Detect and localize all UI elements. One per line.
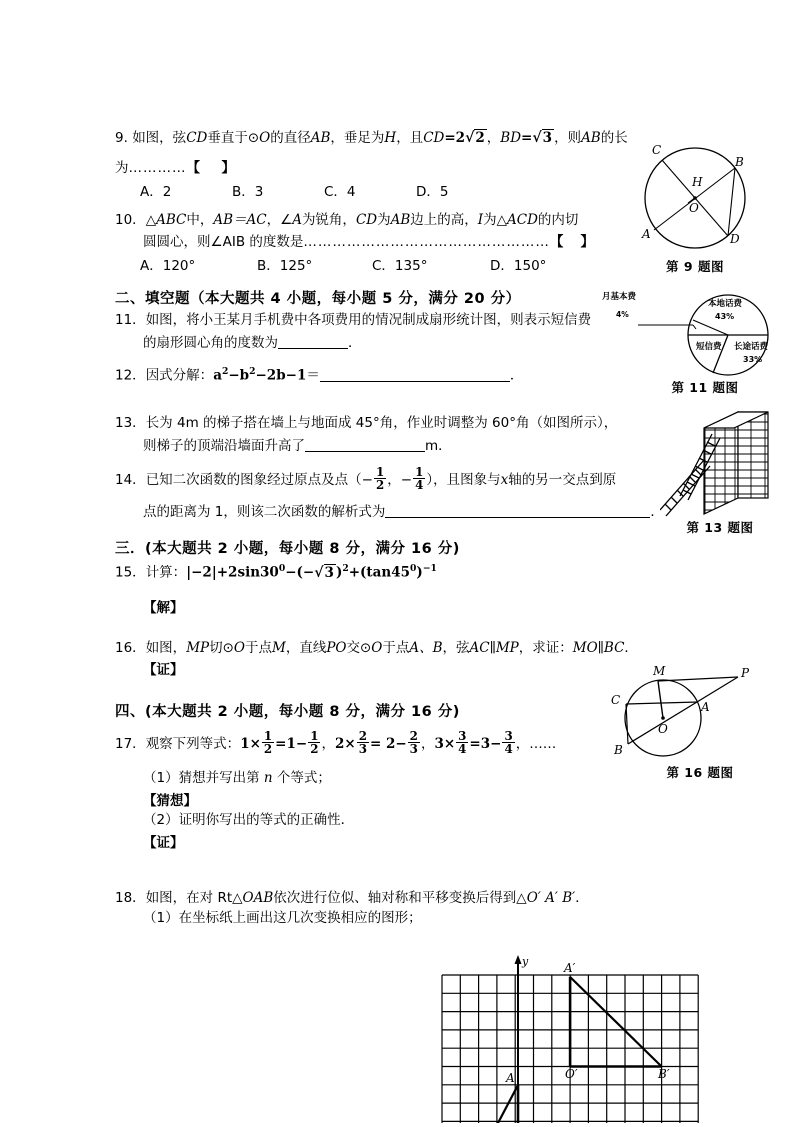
question-14-line2 xyxy=(143,502,664,523)
q16-text-e: 交⊙ xyxy=(346,640,372,656)
fig18-label-O-prime: O′ xyxy=(565,1067,578,1081)
q12-expr-b: b xyxy=(239,367,250,384)
q9-dots: ………… xyxy=(128,160,187,176)
fig18-label-y: y xyxy=(522,955,529,968)
q12-number: 12． xyxy=(115,367,146,384)
q12-expr-b-sup: 2 xyxy=(249,366,256,377)
q16-text-i: ． xyxy=(624,640,638,656)
q18-line1-b: 依次进行位似、轴对称和平移变换后得到△ xyxy=(273,890,527,906)
q10-dots: …………………………………………… xyxy=(303,234,550,250)
figure-18-grid-drawing xyxy=(440,955,700,1123)
figure-11 xyxy=(600,285,792,385)
question-14 xyxy=(115,466,616,492)
q11-line1: 如图，将小王某月手机费中各项费用的情况制成扇形统计图，则表示短信费 xyxy=(145,312,592,328)
q10-ab-eq-ac: AB＝AC xyxy=(213,212,267,228)
q16-po: PO xyxy=(326,640,347,656)
q13-line2-a: 则梯子的顶端沿墙面升高了 xyxy=(143,438,305,454)
q12-eq: ＝ xyxy=(306,367,320,384)
q9-text-f: ，则 xyxy=(554,130,582,146)
q18-line1-c: ． xyxy=(575,890,589,906)
figure-13-caption: 第 13 题图 xyxy=(686,520,754,535)
q9-text-c: 的直径 xyxy=(270,130,311,146)
q11-number: 11． xyxy=(115,312,146,328)
q9-cd: CD xyxy=(186,130,208,146)
q9-text-e: ，且 xyxy=(396,130,424,146)
q9-sqrt-2: √2 xyxy=(465,130,485,146)
q15-abs-open: | xyxy=(186,564,192,581)
q17-eq2-b: = 2− xyxy=(369,736,407,753)
q10-choice-b[interactable]: B．125° xyxy=(257,258,313,274)
q15-answer-marker: 【解】 xyxy=(143,600,184,616)
q15-deg45: 45 xyxy=(391,564,411,581)
q12-minus-2: − xyxy=(255,367,267,384)
q17-marker-1: 【猜想】 xyxy=(143,793,197,809)
q9-text-a: 如图，弦 xyxy=(132,130,187,146)
figure-11-caption: 第 11 题图 xyxy=(671,380,739,395)
q13-number: 13． xyxy=(115,415,146,431)
q15-label: 计算： xyxy=(145,564,187,581)
q12-expr-2b: 2b xyxy=(266,367,286,384)
q12-minus-1: − xyxy=(228,367,240,384)
figure-9-caption: 第 9 题图 xyxy=(666,259,724,274)
question-10 xyxy=(115,210,625,231)
q15-sq-sup: 2 xyxy=(342,563,349,574)
q12-answer-blank[interactable] xyxy=(320,367,510,382)
q12-label: 因式分解： xyxy=(145,367,214,384)
q12-expr-a-sup: 2 xyxy=(221,366,229,377)
fig16-label-M: M xyxy=(653,664,666,678)
q17-eq3-a: 3× xyxy=(434,736,456,753)
q15-abs-close: | xyxy=(211,564,217,581)
figure-9 xyxy=(600,135,790,265)
q11-answer-blank[interactable] xyxy=(278,335,348,350)
section-2-heading: 二、填空题（本大题共 4 小题，每小题 5 分，满分 20 分） xyxy=(115,291,521,307)
fig9-label-D: D xyxy=(730,232,740,246)
question-15 xyxy=(115,562,437,584)
q13-line2-b: m． xyxy=(425,438,452,454)
fig16-label-A: A xyxy=(701,700,710,714)
question-9 xyxy=(115,128,660,150)
q18-oab: OAB xyxy=(242,890,274,906)
q10-cd: CD xyxy=(355,212,378,228)
q12-expr-1: 1 xyxy=(296,367,307,384)
q17-number: 17． xyxy=(115,736,146,753)
q17-eq3-frac2: $\frac{3}{4}$ xyxy=(504,729,513,757)
q16-text-d: ，直线 xyxy=(285,640,327,656)
q16-text-h: ，求证： xyxy=(518,640,573,656)
q16-text-a: 如图， xyxy=(145,640,187,656)
q10-bracket-close: 】 xyxy=(580,234,595,250)
q9-sqrt-3: √3 xyxy=(532,130,553,146)
q9-choice-d[interactable]: D．5 xyxy=(416,184,449,200)
figure-16-caption: 第 16 题图 xyxy=(666,765,734,780)
question-10-line2 xyxy=(143,232,594,253)
q10-choice-a[interactable]: A．120° xyxy=(140,258,196,274)
q9-ab2: AB xyxy=(581,130,601,146)
q18-number: 18． xyxy=(115,890,146,906)
q16-text-b: 切⊙ xyxy=(209,640,234,656)
section-4-heading: 四、(本大题共 2 小题，每小题 8 分，满分 16 分) xyxy=(115,704,460,720)
q17-eq3-frac1: $\frac{3}{4}$ xyxy=(458,729,467,757)
q15-tan-open: ( xyxy=(360,564,367,581)
q18-line1-a: 如图，在对 Rt△ xyxy=(145,890,243,906)
fig9-label-B: B xyxy=(735,155,744,169)
fig11-label-long-pct: 33% xyxy=(743,355,763,364)
q9-bracket-close: 】 xyxy=(221,160,235,176)
q9-text-b: 垂直于⊙ xyxy=(207,130,260,146)
q15-neg: − xyxy=(302,564,315,581)
fig11-label-sms: 短信费 xyxy=(696,342,722,352)
q17-eq2-frac2: $\frac{2}{3}$ xyxy=(409,729,418,757)
figure-13-drawing xyxy=(660,398,792,518)
question-16 xyxy=(115,638,638,659)
q14-answer-blank[interactable] xyxy=(385,504,650,519)
fig11-label-base-pct: 4% xyxy=(616,310,629,319)
q17-eq3-b: =3− xyxy=(469,736,502,753)
q10-choice-c[interactable]: C．135° xyxy=(372,258,428,274)
q14-line2-a: 点的距离为 1，则该二次函数的解析式为 xyxy=(143,504,386,520)
q10-line2: 圆圆心，则∠AIB 的度数是 xyxy=(143,234,304,250)
q10-number: 10． xyxy=(115,212,146,228)
q10-text-a: △ xyxy=(145,212,157,228)
q9-bracket-open: 【 xyxy=(186,160,200,176)
q9-o: O xyxy=(259,130,271,146)
q9-choice-a[interactable]: A．2 xyxy=(140,184,172,200)
q9-cd2: CD xyxy=(423,130,445,146)
q14-fraction-1: $\frac{1}{2}$ xyxy=(376,465,385,493)
section-3-heading: 三．(本大题共 2 小题，每小题 8 分，满分 16 分) xyxy=(115,541,460,557)
q16-text-c: 于点 xyxy=(245,640,272,656)
question-13 xyxy=(115,413,617,434)
q17-comma-2: ， xyxy=(420,736,435,753)
q17-eq1-frac2: $\frac{1}{2}$ xyxy=(310,729,319,757)
q10-text-d: 为锐角， xyxy=(301,212,356,228)
q17-sub1-n: n xyxy=(263,770,273,786)
fig11-label-base: 月基本费 xyxy=(602,292,637,302)
q9-eq1: = xyxy=(444,130,456,146)
q9-choice-b[interactable]: B．3 xyxy=(232,184,264,200)
q11-line2-a: 的扇形圆心角的度数为 xyxy=(143,335,278,351)
q14-line1-d: 轴的另一交点到原 xyxy=(508,472,617,489)
q17-eq2-a: 2× xyxy=(334,736,356,753)
q15-plus-1: +2 xyxy=(216,564,238,581)
q10-text-f: 边上的高， xyxy=(410,212,478,228)
q17-eq1-frac1: $\frac{1}{2}$ xyxy=(263,729,273,757)
q16-number: 16． xyxy=(115,640,146,656)
q17-sub1 xyxy=(143,768,331,789)
figure-9-drawing xyxy=(600,135,790,265)
q14-line1-a: 已知二次函数的图象经过原点及点（− xyxy=(145,472,373,489)
q15-inv-sup: −1 xyxy=(422,563,437,574)
q17-eq1-b: =1− xyxy=(275,736,308,753)
q18-sub1: （1）在坐标纸上画出这几次变换相应的图形； xyxy=(143,910,422,926)
q17-label: 观察下列等式： xyxy=(145,736,241,753)
q15-tan-close: ) xyxy=(416,564,423,581)
fig16-label-C: C xyxy=(611,693,621,707)
q14-fraction-2: $\frac{1}{4}$ xyxy=(415,465,424,493)
q15-abs-val: −2 xyxy=(191,564,212,581)
q10-text-c: ，∠ xyxy=(266,212,293,228)
fig11-label-long: 长途话费 xyxy=(734,342,769,352)
fig16-label-B: B xyxy=(614,743,623,757)
q10-text-b: 中， xyxy=(186,212,214,228)
q9-ab: AB xyxy=(310,130,331,146)
q12-expr-a: a xyxy=(213,367,222,384)
fig16-label-P: P xyxy=(741,666,750,680)
q15-plus-2: + xyxy=(348,564,361,581)
q16-mp: MP xyxy=(186,640,210,656)
q10-text-h: 的内切 xyxy=(537,212,579,228)
q17-eq1-a: 1× xyxy=(240,736,261,753)
q10-i: I xyxy=(477,212,484,228)
q10-a: A xyxy=(292,212,302,228)
q13-answer-blank[interactable] xyxy=(305,438,425,453)
q16-ab: A、B xyxy=(409,640,443,656)
fig18-label-B-prime: B′ xyxy=(658,1067,670,1081)
q16-answer-marker: 【证】 xyxy=(143,662,184,678)
fig9-label-C: C xyxy=(652,143,662,157)
q10-choice-d[interactable]: D．150° xyxy=(490,258,547,274)
q16-o2: O xyxy=(371,640,383,656)
q9-text-d: ，垂足为 xyxy=(330,130,385,146)
q15-sqrt-3: √3 xyxy=(314,564,334,581)
q16-o: O xyxy=(233,640,245,656)
q10-text-e: 为 xyxy=(377,212,391,228)
q15-paren-close: ) xyxy=(335,564,343,581)
q9-h: H xyxy=(384,130,397,146)
q10-bracket-open: 【 xyxy=(549,234,564,250)
q16-m: M xyxy=(272,640,286,656)
q15-deg30: 30 xyxy=(260,564,279,581)
q13-line1: 长为 4m 的梯子搭在墙上与地面成 45°角，作业时调整为 60°角（如图所示）， xyxy=(145,415,618,431)
q9-choice-c[interactable]: C．4 xyxy=(324,184,356,200)
q15-deg30-sup: 0 xyxy=(278,563,286,574)
figure-16-drawing xyxy=(598,660,793,770)
q18-oab-prime: O′ A′ B′ xyxy=(526,890,576,906)
q16-mo-bc: MO∥BC xyxy=(572,640,625,656)
q9-comma: ， xyxy=(486,130,501,146)
q9-val1-coef: 2 xyxy=(455,130,466,146)
q10-abc: ABC xyxy=(156,212,187,228)
fig11-label-local: 本地话费 xyxy=(708,299,743,309)
q14-line1-c: ），且图象与 xyxy=(426,472,501,489)
q17-marker-2: 【证】 xyxy=(143,835,184,851)
fig9-label-A: A xyxy=(642,227,651,241)
q16-ac-mp: AC∥MP xyxy=(469,640,519,656)
question-9-line2 xyxy=(115,158,235,179)
figure-16 xyxy=(598,660,793,770)
fig11-label-local-pct: 43% xyxy=(715,312,735,321)
q10-ab: AB xyxy=(390,212,411,228)
q10-choices xyxy=(140,254,580,274)
q17-eq2-frac1: $\frac{2}{3}$ xyxy=(358,729,367,757)
q15-tan: tan xyxy=(366,564,392,581)
question-18 xyxy=(115,888,589,909)
fig9-label-H: H xyxy=(692,175,703,189)
q9-text-g: 的长 xyxy=(600,130,628,146)
q16-text-f: 于点 xyxy=(382,640,410,656)
fig9-label-O: O xyxy=(689,201,699,215)
q12-minus-3: − xyxy=(285,367,297,384)
q10-text-g: 为△ xyxy=(483,212,507,228)
q9-number: 9. xyxy=(115,130,128,146)
figure-18 xyxy=(440,955,700,1123)
q15-sin: sin xyxy=(237,564,261,581)
q14-x: x xyxy=(500,472,509,489)
q10-acd: ACD xyxy=(507,212,538,228)
q14-line1-b: ，− xyxy=(387,472,413,489)
fig18-label-A-prime: A′ xyxy=(564,961,576,975)
q16-text-g: ，弦 xyxy=(442,640,470,656)
q9-bd: BD xyxy=(500,130,522,146)
q17-comma-1: ， xyxy=(321,736,335,753)
q12-tail: ． xyxy=(509,367,524,384)
q11-line2-b: ． xyxy=(348,335,362,351)
q17-sub2: （2）证明你写出的等式的正确性． xyxy=(143,812,355,828)
question-13-line2 xyxy=(143,436,452,457)
fig16-label-O: O xyxy=(658,722,668,736)
q17-comma-3: ， xyxy=(515,736,530,753)
question-12 xyxy=(115,365,523,386)
q17-ellipsis: …… xyxy=(529,736,557,753)
fig18-label-A: A xyxy=(506,1071,515,1085)
q17-sub1-a: （1）猜想并写出第 xyxy=(143,770,264,786)
q9-line2-prefix: 为 xyxy=(115,160,129,176)
q15-paren-open: ( xyxy=(296,564,303,581)
q15-number: 15． xyxy=(115,564,146,581)
question-11 xyxy=(115,310,591,331)
q9-eq2: = xyxy=(521,130,533,146)
q15-minus-1: − xyxy=(285,564,297,581)
question-11-line2 xyxy=(143,333,362,354)
figure-13 xyxy=(660,398,792,518)
q15-deg45-sup: 0 xyxy=(410,563,417,574)
question-17 xyxy=(115,730,556,756)
q14-number: 14． xyxy=(115,472,146,489)
q9-choices xyxy=(140,180,560,200)
q14-line2-b: ． xyxy=(650,504,664,520)
q17-sub1-b: 个等式； xyxy=(272,770,331,786)
